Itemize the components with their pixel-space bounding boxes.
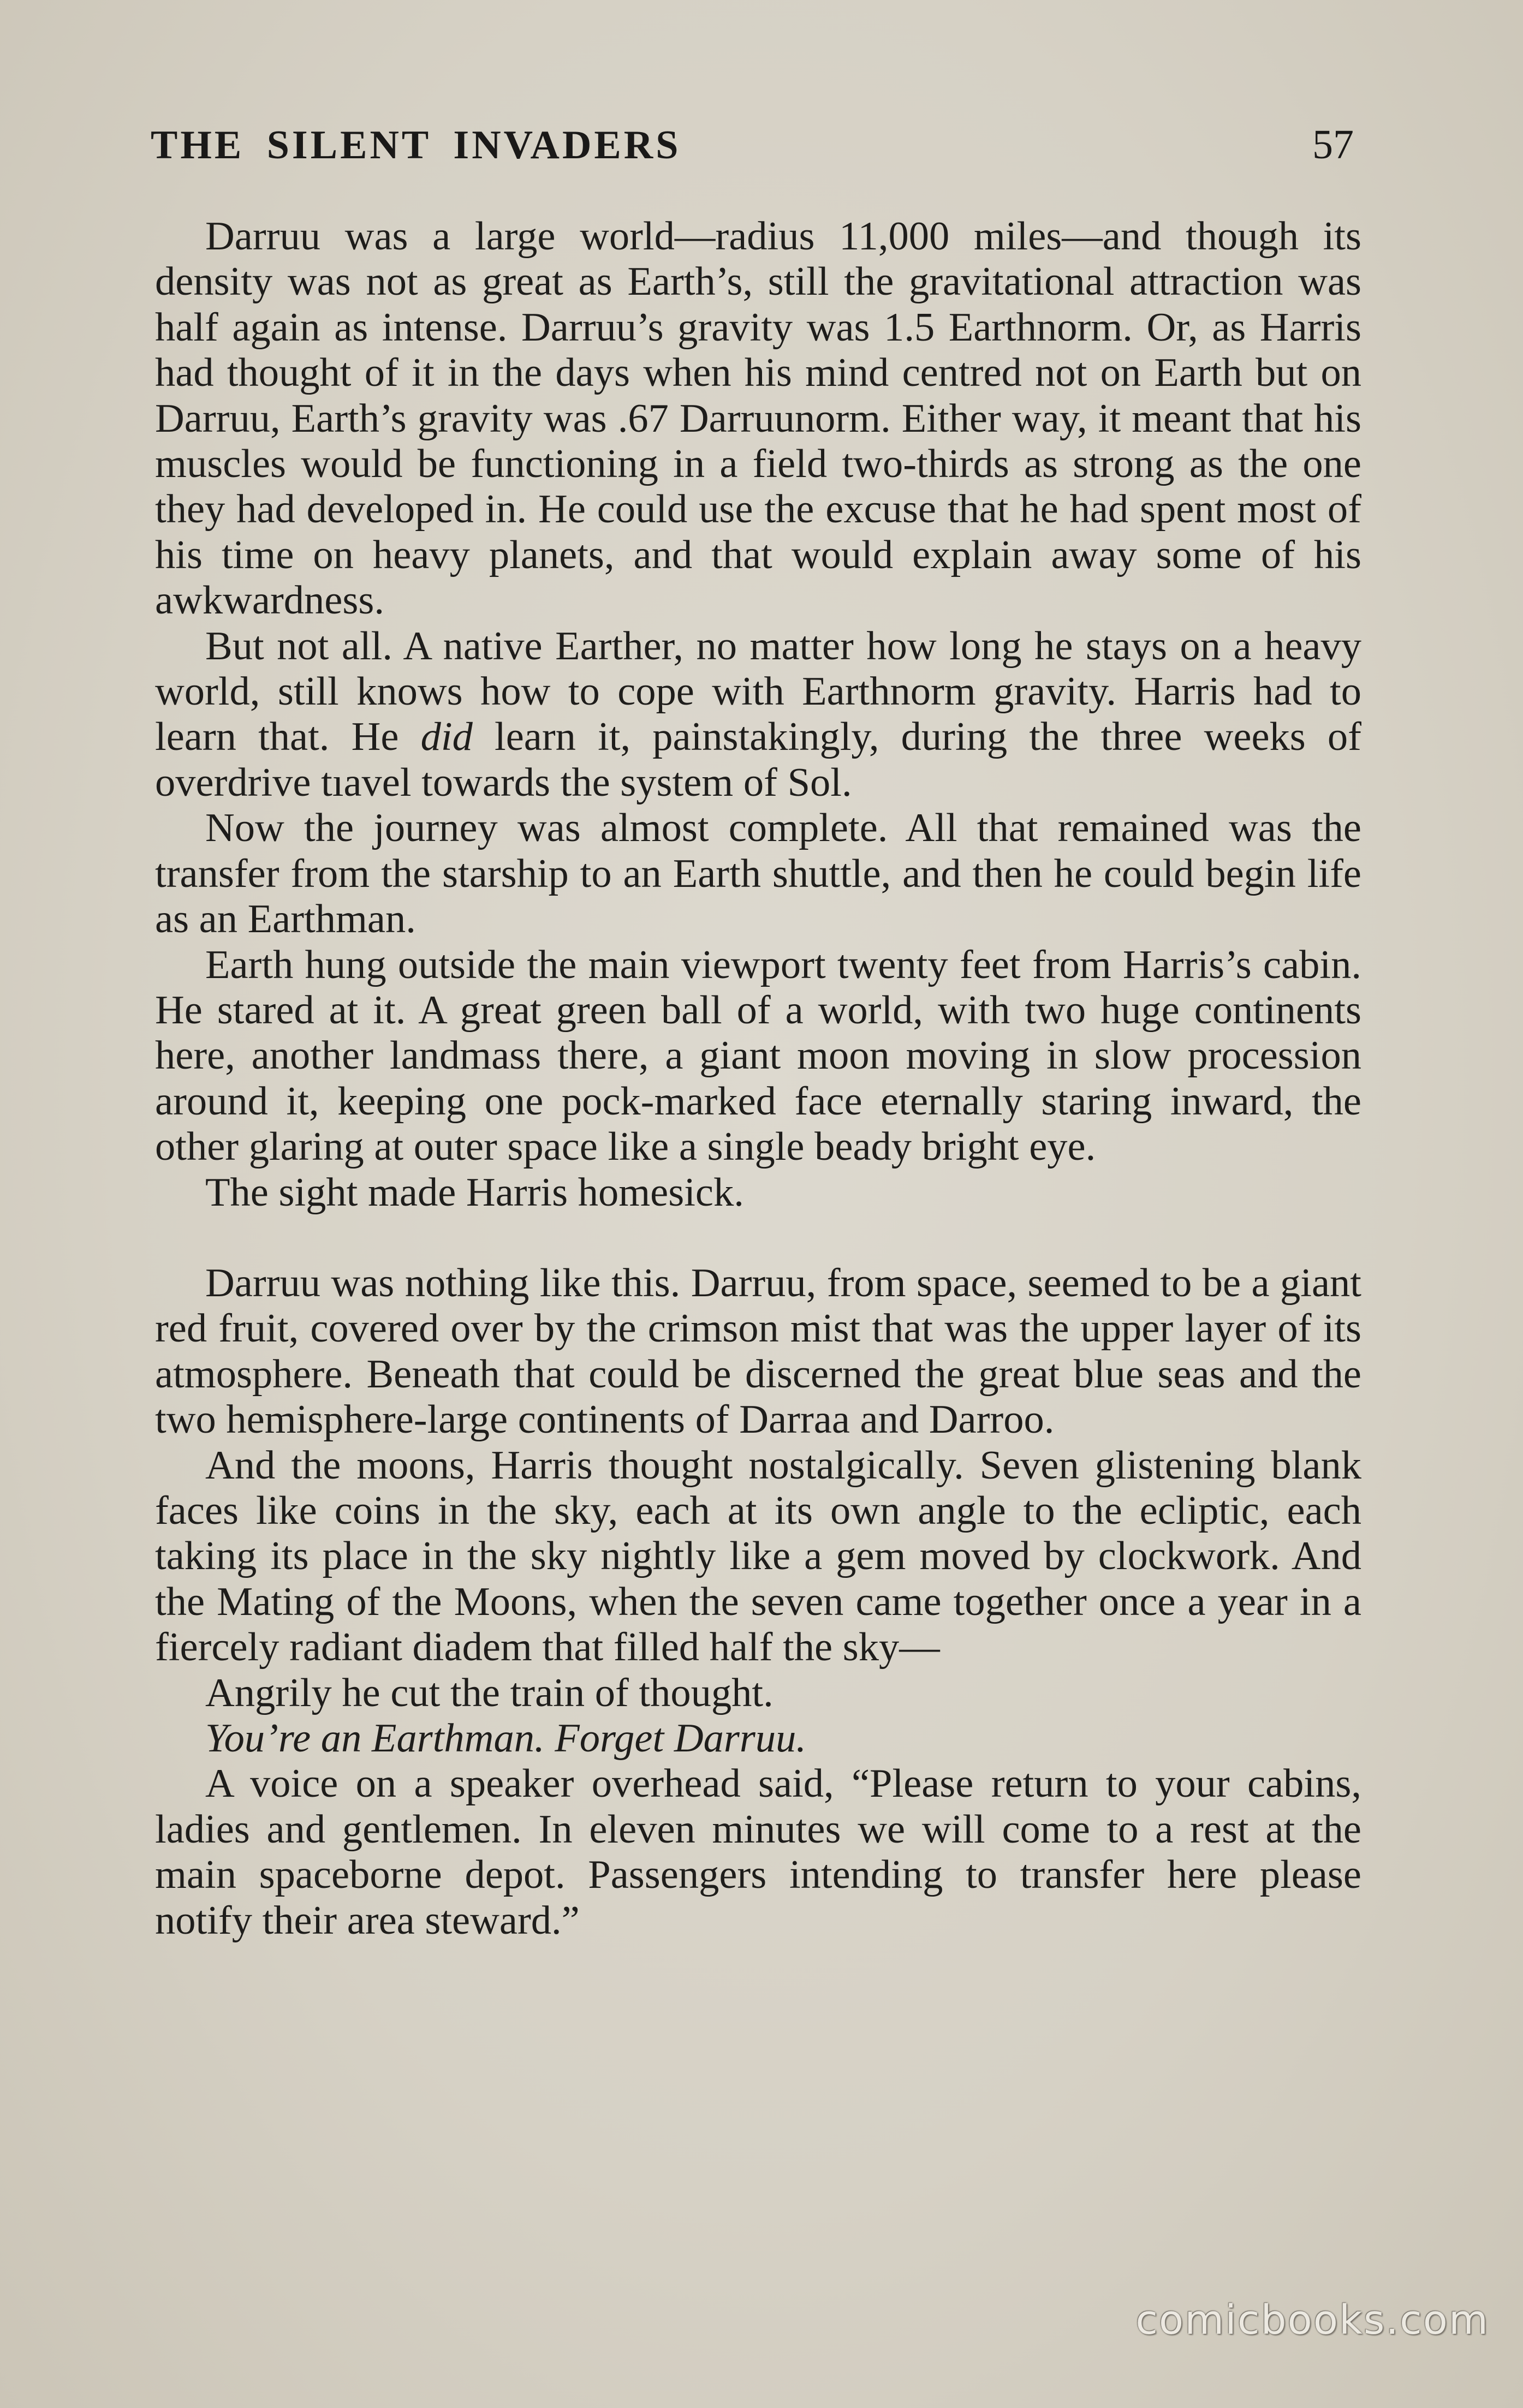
paragraph-run: learn it, painstakingly, during the three weeks of overdrive tıavel towards the system of Sol. [155, 714, 1361, 805]
paragraph: Darruu was nothing like this. Darruu, from space, seemed to be a giant red fruit, covered over by the crimson mist that was the upper layer of its atmosphere. Beneath that could be discerned the great blue seas and the two hemisphere-large continents of Darraa and Darroo. [155, 1260, 1361, 1443]
paragraph: Angrily he cut the train of thought. [205, 1670, 774, 1715]
page-number: 57 [1312, 122, 1354, 168]
paragraph-run: But not all. A native Earther, no matter how long he stays on a heavy world, still knows how to cope with Earthnorm gravity. Harris had to learn that. He [155, 623, 1361, 760]
watermark-logo: comicbooks.com [1135, 2297, 1489, 2344]
paragraph: Earth hung outside the main viewport twenty feet from Harris’s cabin. He stared at it. A great green ball of a world, with two huge continents here, another landmass there, a giant moon moving in slow procession around it, keeping one pock-marked face eternally staring inward, the other glaring at outer space like a single beady bright eye. [155, 942, 1361, 1170]
paragraph: Darruu was a large world—radius 11,000 miles—and though its density was not as great as Earth’s, still the gravitational attraction was half again as intense. Darruu’s gravity was 1.5 Earthnorm. Or, as Harris had thought of it in the days when his mind centred not on Earth but on Darruu, Earth’s gravity was .67 Darruunorm. Either way, it meant that his muscles would be functioning in a field two-thirds as strong as the one they had developed in. He could use the excuse that he had spent most of his time on heavy planets, and that would explain away some of his awkwardness. [155, 214, 1361, 623]
paragraph: The sight made Harris homesick. [205, 1170, 744, 1215]
emphasized-word: did [420, 714, 473, 760]
paragraph: And the moons, Harris thought nostalgically. Seven glistening blank faces like coins in the sky, each at its own angle to the ecliptic, each taking its place in the sky nightly like a gem moved by clockwork. And the Mating of the Moons, when the seven came together once a year in a fiercely radiant diadem that filled half the sky— [155, 1443, 1361, 1670]
paragraph [155, 624, 1361, 806]
italic-paragraph: You’re an Earthman. Forget Darruu. [205, 1716, 806, 1761]
body-text [155, 214, 1361, 1944]
book-title: THE SILENT INVADERS [151, 123, 681, 168]
running-head [151, 121, 1354, 181]
paragraph: Now the journey was almost complete. All that remained was the transfer from the starship to an Earth shuttle, and then he could begin life as an Earthman. [155, 806, 1361, 942]
paragraph: A voice on a speaker overhead said, “Please return to your cabins, ladies and gentlemen. In eleven minutes we will come to a rest at the main spaceborne depot. Passengers intending to transfer here please notify their area steward.” [155, 1761, 1361, 1943]
